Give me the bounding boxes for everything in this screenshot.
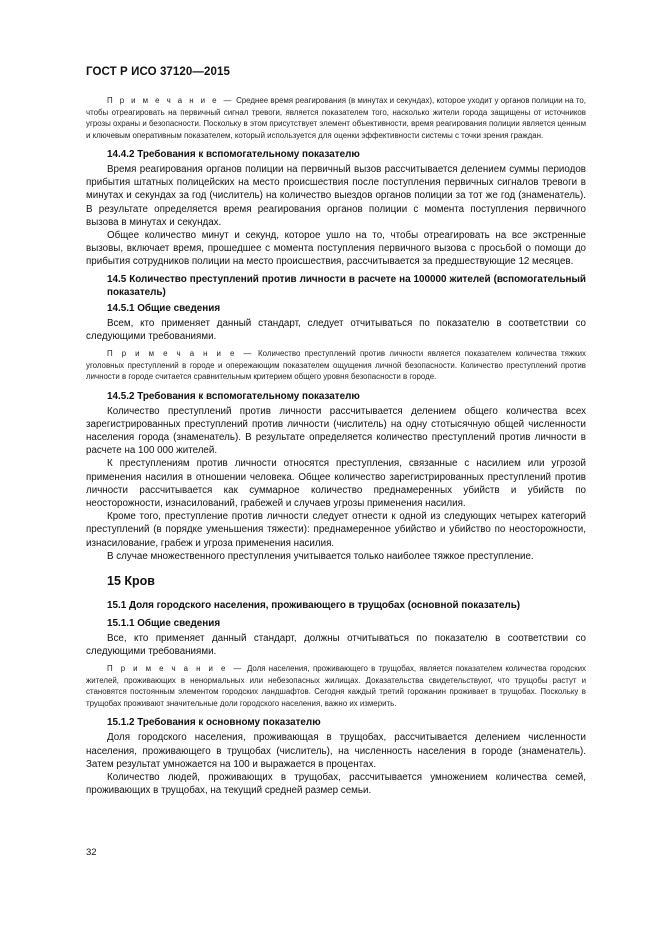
note-paragraph: П р и м е ч а н и е — Доля населения, проживающего в трущобах, является показателем количества городских жителей, проживающих в ненормальных или небезопасных жилищах. Доказательства свидетельствуют, что трущобы растут и становятся постоянным элементом городских ландшафтов. Сегодня каждый третий горожанин проживает в трущобах. Поскольку в трущобах проживают значительные доли городского населения, важно их измерить. [86,664,586,708]
body-paragraph: Доля городского населения, проживающая в трущобах, рассчитывается делением численности населения, проживающего в трущобах (числитель), на численность населения в городе (знаменатель). Затем результат умножается на 100 и выражается в процентах. [86,732,586,770]
section-heading-15-1-2: 15.1.2 Требования к основному показателю [107,717,321,729]
document-header: ГОСТ Р ИСО 37120—2015 [86,66,231,78]
section-heading-14-5: 14.5 Количество преступлений против личности в расчете на 100000 жителей (вспомогательный показатель) [107,273,586,298]
body-paragraph: К преступлениям против личности относятся преступления, связанные с насилием или угрозой применения насилия в отношении человека. Общее количество зарегистрированных преступлений против личности рассчитывается как суммарное количество преднамеренных убийств и убийств по неосторожности, изнасилований, грабежей и случаев угрозы применения насилия. [86,458,586,509]
body-paragraph: В случае множественного преступления учитывается только наиболее тяжкое преступление. [107,550,534,562]
body-paragraph: Общее количество минут и секунд, которое ушло на то, чтобы отреагировать на все экстренные вызовы, включает время, прошедшее с момента поступления первичного вызова с просьбой о помощи до прибытия сотрудников полиции на место происшествия, рассчитывается за предшествующие 12 месяцев. [86,230,586,268]
note-label: П р и м е ч а н и е — [107,664,244,674]
note-label: П р и м е ч а н и е — [107,96,234,105]
note-paragraph: П р и м е ч а н и е — Среднее время реагирования (в минутах и секундах), которое уходит у органов полиции на то, чтобы отреагировать на первичный сигнал тревоги, является показателем того, насколько жители города защищены от источников угрозы охраны и безопасности. Поскольку в этом присутствует элемент объективности, время реагирования полиции является ценным и ключевым оперативным показателем, который используется для оценки эффективности системы с точки зрения граждан. [86,96,586,140]
document-body [86,95,586,797]
section-heading-15: 15 Кров [107,573,155,588]
section-heading-14-5-2: 14.5.2 Требования к вспомогательному показателю [107,390,360,402]
body-paragraph: Все, кто применяет данный стандарт, должны отчитываться по показателю в соответствии со следующими требованиями. [86,632,586,658]
note-paragraph: П р и м е ч а н и е — Количество преступлений против личности является показателем количества тяжких уголовных преступлений в городе и опережающим показателем ощущения личной безопасности. Количество преступлений против личности в городе считается сравнительным критерием общего уровня безопасности в городе. [86,349,586,382]
section-heading-15-1: 15.1 Доля городского населения, проживающего в трущобах (основной показатель) [107,599,521,611]
body-paragraph: Время реагирования органов полиции на первичный вызов рассчитывается делением суммы периодов прибытия штатных полицейских на место происшествия после поступления первичных сигналов тревоги в минутах и секундах за год (числитель) на количество выездов органов полиции за тот же год (знаменатель). В результате определяется время реагирования органов полиции с момента поступления первичного вызова в минутах и секундах. [86,164,586,228]
body-paragraph: Количество людей, проживающих в трущобах, рассчитывается умножением количества семей, проживающих в трущобах, на текущий средней размер семьи. [86,771,586,797]
note-label: П р и м е ч а н и е — [107,349,254,359]
body-paragraph: Количество преступлений против личности рассчитывается делением общего количества всех зарегистрированных преступлений против личности (числитель) на одну стотысячную общей численности населения города (знаменатель). В результате определяется количество преступлений против личности в расчете на 100 000 жителей. [86,405,586,457]
section-heading-14-5-1: 14.5.1 Общие сведения [107,302,221,314]
body-paragraph: Кроме того, преступление против личности следует отнести к одной из следующих четырех категорий преступлений (в порядке уменьшения тяжести): преднамеренное убийство и убийство по неосторожности, изнасилование, грабеж и угроза применения насилия. [86,511,586,549]
body-paragraph: Всем, кто применяет данный стандарт, следует отчитываться по показателю в соответствии со следующими требованиями. [86,317,586,342]
page-number: 32 [86,847,97,858]
section-heading-14-4-2: 14.4.2 Требования к вспомогательному показателю [107,149,360,160]
section-heading-15-1-1: 15.1.1 Общие сведения [107,617,221,629]
